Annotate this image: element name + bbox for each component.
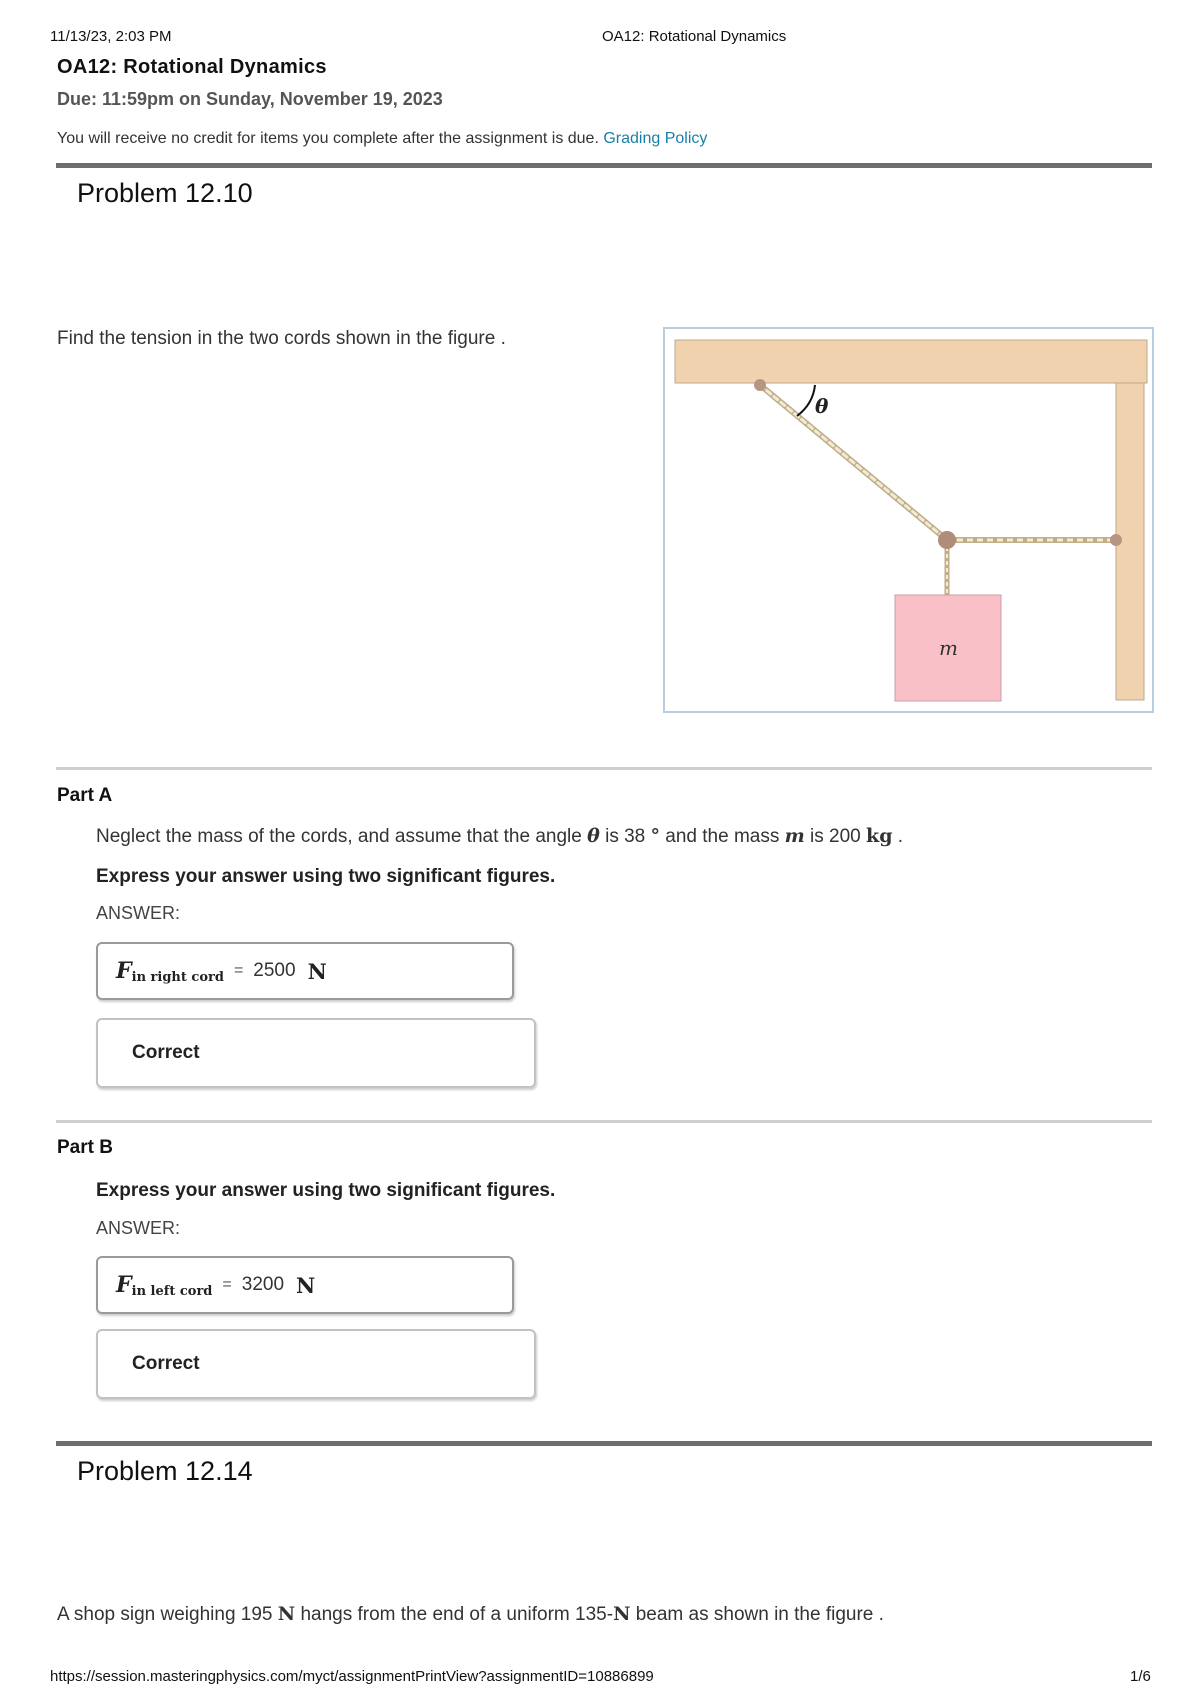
part-a-title: Part A [57,785,113,806]
part-b-answer-box[interactable] [96,1256,514,1314]
late-notice-text: You will receive no credit for items you complete after the assignment is due. [57,130,599,147]
part-divider [56,1120,1152,1123]
angle-arc [797,385,815,416]
footer-url: https://session.masteringphysics.com/myct/assignmentPrintView?assignmentID=10886899 [50,1668,654,1685]
problem-figure [663,327,1154,713]
mass-label: m [939,636,958,660]
part-divider [56,767,1152,770]
part-b-instruction: Express your answer using two significant figures. [96,1180,556,1201]
late-notice [57,130,707,148]
page-number: 1/6 [1130,1668,1151,1685]
statement-text: and the mass [665,826,780,847]
statement-text: hangs from the end of a uniform 135- [300,1604,614,1625]
wall-anchor [1110,534,1122,546]
angle-label: θ [815,394,829,418]
answer-variable: F [116,1272,132,1298]
part-b-feedback: Correct [96,1329,536,1399]
statement-text: is 38 [605,826,646,847]
theta-symbol: θ [587,825,600,847]
kg-unit: kg [866,825,893,847]
answer-unit: N [296,1272,316,1298]
problem-title: Problem 12.10 [77,178,253,208]
part-b-answer-label: ANSWER: [96,1218,181,1238]
newton-unit: N [277,1603,296,1625]
assignment-title: OA12: Rotational Dynamics [57,56,327,78]
part-a-answer-label: ANSWER: [96,903,181,923]
cords-diagram [665,329,1152,711]
statement-period: . [897,826,904,847]
answer-variable: F [116,958,132,984]
knot [938,531,956,549]
print-datetime: 11/13/23, 2:03 PM [50,28,172,45]
answer-unit: N [307,958,327,984]
part-a-statement [96,825,903,848]
equals-sign: = [233,962,244,979]
degree-symbol: ° [650,825,661,847]
part-a-instruction: Express your answer using two significant figures. [96,866,556,887]
grading-policy-link[interactable]: Grading Policy [603,130,708,147]
answer-value: 3200 [241,1274,285,1295]
answer-value: 2500 [253,960,296,981]
mass-symbol: m [784,825,805,847]
statement-text: Neglect the mass of the cords, and assume that the angle [96,826,582,847]
problem-prompt: Find the tension in the two cords shown in the figure . [57,328,506,349]
part-a-answer-box[interactable] [96,942,514,1000]
problem-title: Problem 12.14 [77,1456,253,1486]
answer-variable-subscript: in left cord [131,1283,213,1299]
left-cord-strands [760,385,947,540]
statement-text: A shop sign weighing 195 [57,1604,273,1625]
statement-text: beam as shown in the figure . [635,1604,884,1625]
problem-statement [57,1603,884,1626]
section-divider [56,163,1152,168]
ceiling-beam [675,340,1147,383]
ceiling-anchor [754,379,766,391]
answer-variable-subscript: in right cord [131,969,224,985]
statement-text: is 200 [810,826,861,847]
due-date: Due: 11:59pm on Sunday, November 19, 2023 [57,89,443,109]
part-b-title: Part B [57,1137,113,1158]
section-divider [56,1441,1152,1446]
part-a-feedback: Correct [96,1018,536,1088]
print-doc-title: OA12: Rotational Dynamics [602,28,787,45]
newton-unit: N [613,1603,631,1625]
equals-sign: = [222,1276,232,1293]
